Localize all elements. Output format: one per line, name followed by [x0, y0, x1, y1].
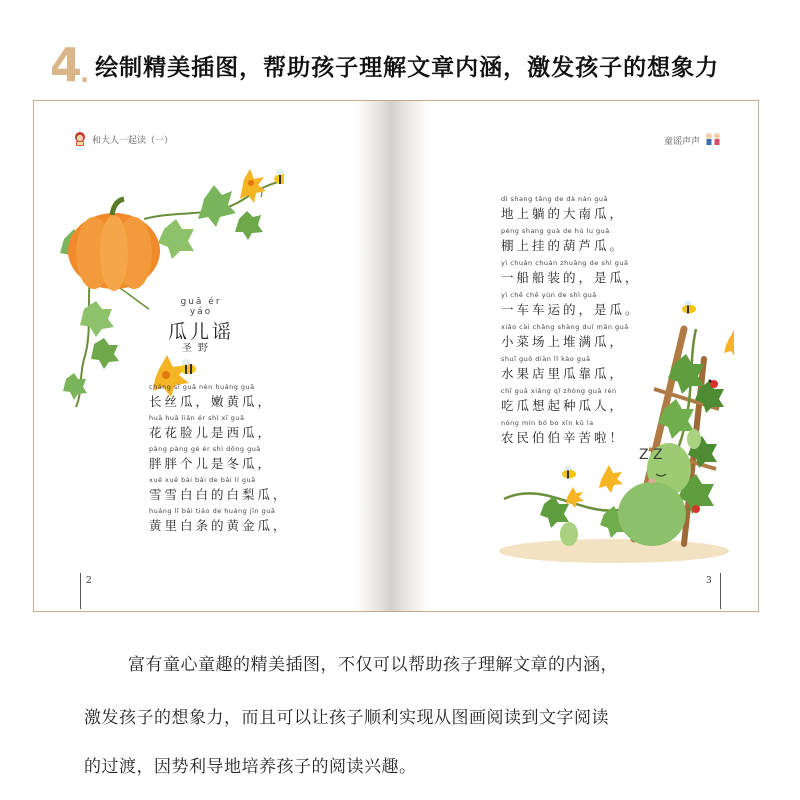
line-pinyin: yì chuán chuán zhuāng de shì guā [501, 259, 629, 267]
section-header [50, 30, 719, 100]
pumpkin-vine-illustration [54, 159, 284, 409]
line-pinyin: péng shang guà de hú lu guā [501, 227, 610, 235]
two-kids-icon [704, 131, 722, 149]
girl-reading-icon [72, 131, 88, 147]
line-pinyin: huā huā liǎn ér shì xī guā [149, 414, 245, 422]
line-text: 胖胖个儿是冬瓜， [149, 456, 274, 471]
right-page-number: 3 [706, 576, 712, 586]
line-pinyin: nóng mín bó bo xīn kǔ la [501, 419, 594, 427]
caption-line-3: 的过渡，因势利导地培养孩子的阅读兴趣。 [84, 757, 417, 777]
line-pinyin: shuǐ guǒ diàn lǐ kào guā [501, 355, 591, 363]
poem-line [501, 195, 625, 222]
poem-title-pinyin: guā ér yáo [180, 297, 222, 317]
line-text: 一车车运的，是瓜。 [501, 302, 641, 317]
line-text: 棚上挂的葫芦瓜。 [501, 238, 626, 253]
gutter-shadow-left [354, 101, 390, 611]
line-text: 雪雪白白的白梨瓜， [149, 487, 289, 502]
line-text: 地上躺的大南瓜， [501, 206, 626, 221]
poem-line [149, 414, 273, 441]
line-pinyin: huáng lǐ bái tiáo de huáng jīn guā [149, 507, 276, 515]
line-text: 花花脸儿是西瓜， [149, 425, 274, 440]
line-pinyin: xiǎo cài chǎng shàng duī mǎn guā [501, 323, 629, 331]
line-pinyin: xuě xuě bái bái de bái lí guā [149, 476, 256, 484]
poem-author: 圣野 [182, 343, 214, 354]
poem-title-block [168, 297, 234, 344]
page-number-rule-right [720, 573, 721, 609]
gutter-shadow-right [390, 101, 430, 611]
poem-line [501, 227, 625, 254]
line-text: 一船船装的，是瓜， [501, 270, 641, 285]
line-text: 黄里白条的黄金瓜， [149, 518, 289, 533]
caption-line-1: 富有童心童趣的精美插图，不仅可以帮助孩子理解文章的内涵， [128, 655, 618, 675]
poem-line [149, 383, 273, 410]
left-running-head-text: 和大人一起读（一） [92, 135, 174, 146]
left-page-number: 2 [86, 576, 92, 586]
caption-line-2: 激发孩子的想象力，而且可以让孩子顺利实现从图画阅读到文字阅读 [84, 708, 609, 728]
poem-line [149, 476, 289, 503]
section-title: 绘制精美插图，帮助孩子理解文章内涵，激发孩子的想象力 [95, 54, 720, 81]
right-running-head-text: 童谣声声 [663, 136, 700, 147]
line-pinyin: yì chē chē yùn de shì guā [501, 291, 597, 299]
line-text: 水果店里瓜靠瓜， [501, 366, 626, 381]
line-pinyin: chī guā xiǎng qǐ zhòng guā rén [501, 387, 617, 395]
line-pinyin: cháng sī guā nèn huáng guā [149, 383, 255, 391]
gourd-trellis-illustration [484, 269, 734, 569]
page-number-rule-left [80, 573, 81, 609]
line-text: 小菜场上堆满瓜， [501, 334, 626, 349]
poem-line [149, 507, 289, 534]
section-number-dot: . [80, 60, 90, 88]
line-text: 吃瓜想起种瓜人， [501, 398, 626, 413]
line-text: 长丝瓜，嫩黄瓜， [149, 394, 274, 409]
right-running-head [664, 131, 722, 149]
left-running-head [72, 131, 173, 147]
poem-line [149, 445, 273, 472]
sleep-zz-text: Z Z [639, 447, 663, 463]
book-spread [33, 100, 759, 612]
line-pinyin: dì shang tǎng de dà nán guā [501, 195, 609, 203]
section-number: 4 [50, 38, 81, 92]
line-pinyin: pàng pàng gè ér shì dōng guā [149, 445, 261, 453]
poem-title: 瓜儿谣 [168, 321, 235, 343]
line-text: 农民伯伯辛苦啦！ [501, 430, 626, 445]
